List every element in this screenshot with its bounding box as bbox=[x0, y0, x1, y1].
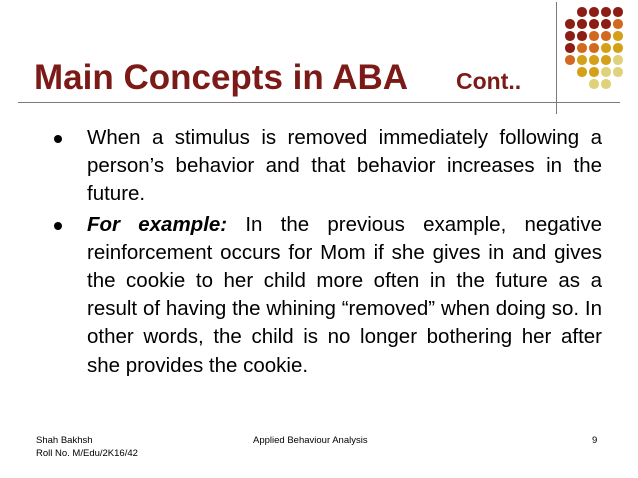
roll-number: Roll No. M/Edu/2K16/42 bbox=[36, 448, 138, 459]
decor-dot bbox=[577, 19, 587, 29]
title-main: Main Concepts in ABA bbox=[34, 58, 408, 97]
page-number: 9 bbox=[592, 435, 598, 446]
decor-dot bbox=[613, 19, 623, 29]
bullet-text bbox=[87, 124, 602, 209]
decor-dot bbox=[589, 31, 599, 41]
decor-dot bbox=[589, 79, 599, 89]
decor-dot bbox=[613, 43, 623, 53]
slide-body bbox=[54, 124, 602, 382]
decor-dot bbox=[601, 79, 611, 89]
bullet-body: When a stimulus is removed immediately following a person’s behavior and that behavior increases in the future. bbox=[87, 126, 602, 206]
decor-dot bbox=[589, 43, 599, 53]
decor-dot bbox=[589, 19, 599, 29]
footer-author bbox=[36, 434, 138, 460]
author-name: Shah Bakhsh bbox=[36, 435, 93, 446]
decor-dot bbox=[601, 19, 611, 29]
bullet-dot-icon bbox=[54, 222, 62, 230]
decor-dot bbox=[613, 31, 623, 41]
decorative-dot-grid bbox=[565, 7, 635, 93]
bullet-dot-icon bbox=[54, 135, 62, 143]
decor-dot bbox=[601, 43, 611, 53]
decor-dot bbox=[589, 55, 599, 65]
decor-dot bbox=[601, 55, 611, 65]
decor-dot bbox=[565, 55, 575, 65]
decor-dot bbox=[565, 31, 575, 41]
decor-dot bbox=[613, 67, 623, 77]
slide-title bbox=[34, 53, 594, 103]
decor-dot bbox=[589, 67, 599, 77]
bullet-lead: For example: bbox=[87, 212, 228, 236]
horizontal-divider bbox=[18, 102, 620, 103]
decor-dot bbox=[565, 43, 575, 53]
title-continued: Cont.. bbox=[456, 68, 522, 94]
footer-course: Applied Behaviour Analysis bbox=[253, 435, 368, 446]
decor-dot bbox=[577, 55, 587, 65]
decor-dot bbox=[613, 55, 623, 65]
bullet-text bbox=[87, 211, 602, 380]
decor-dot bbox=[589, 7, 599, 17]
decor-dot bbox=[577, 43, 587, 53]
decor-dot bbox=[565, 19, 575, 29]
bullet-item bbox=[54, 211, 602, 380]
decor-dot bbox=[601, 31, 611, 41]
decor-dot bbox=[613, 7, 623, 17]
decor-dot bbox=[601, 67, 611, 77]
bullet-item bbox=[54, 124, 602, 209]
decor-dot bbox=[577, 7, 587, 17]
vertical-divider bbox=[556, 2, 557, 114]
decor-dot bbox=[577, 31, 587, 41]
decor-dot bbox=[577, 67, 587, 77]
bullet-body: In the previous example, negative reinforcement occurs for Mom if she gives in and gives the cookie to her child more often in the future as a result of having the whining “removed” when doing so. In other words, the child is no longer bothering her after she provides the cookie. bbox=[87, 212, 602, 377]
decor-dot bbox=[601, 7, 611, 17]
